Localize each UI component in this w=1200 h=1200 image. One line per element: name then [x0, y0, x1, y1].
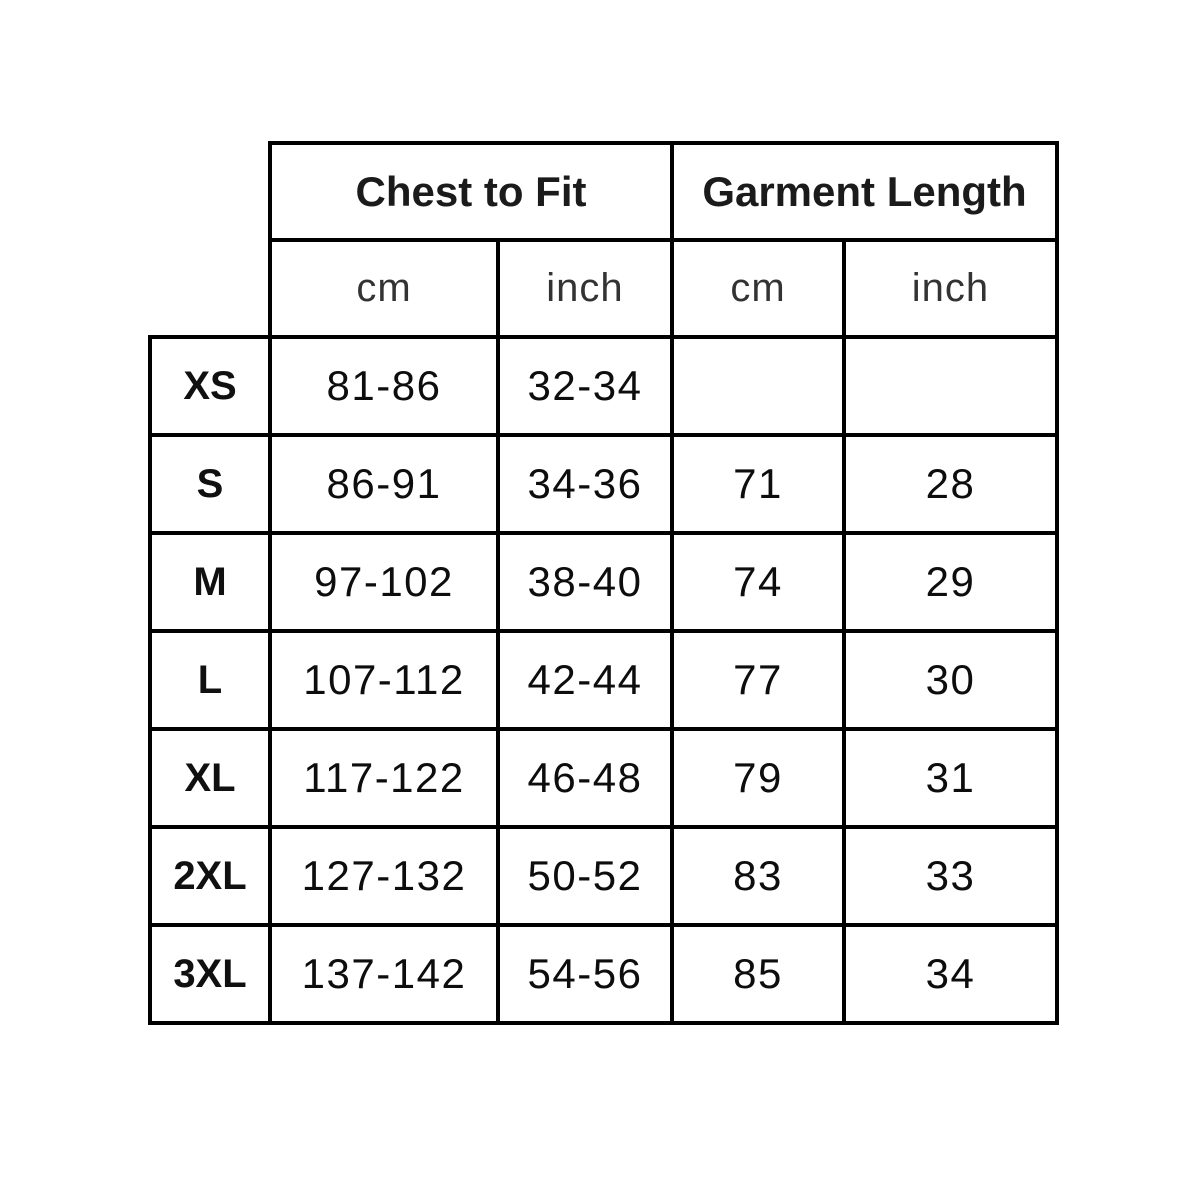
table-row-s: [150, 435, 1057, 533]
size-label: XS: [150, 337, 270, 435]
unit-header-garment-inch: inch: [844, 240, 1057, 337]
corner-spacer: [150, 143, 270, 337]
table-row-m: [150, 533, 1057, 631]
chest-cm-value: 81-86: [270, 337, 498, 435]
length-cm-value: [672, 337, 844, 435]
length-inch-value: 34: [844, 925, 1057, 1023]
chest-inch-value: 46-48: [498, 729, 672, 827]
size-chart-table: [148, 141, 1059, 1025]
table-row-3xl: [150, 925, 1057, 1023]
chest-cm-value: 107-112: [270, 631, 498, 729]
size-label: 2XL: [150, 827, 270, 925]
unit-header-garment-cm: cm: [672, 240, 844, 337]
size-label: M: [150, 533, 270, 631]
group-header-row: [150, 143, 1057, 240]
chest-cm-value: 137-142: [270, 925, 498, 1023]
length-cm-value: 85: [672, 925, 844, 1023]
length-cm-value: 71: [672, 435, 844, 533]
unit-header-chest-inch: inch: [498, 240, 672, 337]
length-cm-value: 79: [672, 729, 844, 827]
table-row-2xl: [150, 827, 1057, 925]
table-row-l: [150, 631, 1057, 729]
table-row-xl: [150, 729, 1057, 827]
chest-inch-value: 32-34: [498, 337, 672, 435]
size-label: L: [150, 631, 270, 729]
length-cm-value: 77: [672, 631, 844, 729]
size-label: 3XL: [150, 925, 270, 1023]
length-cm-value: 83: [672, 827, 844, 925]
length-inch-value: 29: [844, 533, 1057, 631]
length-cm-value: 74: [672, 533, 844, 631]
length-inch-value: 33: [844, 827, 1057, 925]
header-garment-length: Garment Length: [672, 143, 1057, 240]
chest-inch-value: 42-44: [498, 631, 672, 729]
chest-inch-value: 34-36: [498, 435, 672, 533]
chest-cm-value: 117-122: [270, 729, 498, 827]
size-label: XL: [150, 729, 270, 827]
table-row-xs: [150, 337, 1057, 435]
chest-cm-value: 97-102: [270, 533, 498, 631]
unit-header-row: [150, 240, 1057, 337]
chest-inch-value: 50-52: [498, 827, 672, 925]
size-label: S: [150, 435, 270, 533]
length-inch-value: 31: [844, 729, 1057, 827]
chest-cm-value: 127-132: [270, 827, 498, 925]
chest-cm-value: 86-91: [270, 435, 498, 533]
header-chest-to-fit: Chest to Fit: [270, 143, 672, 240]
length-inch-value: [844, 337, 1057, 435]
chest-inch-value: 38-40: [498, 533, 672, 631]
unit-header-chest-cm: cm: [270, 240, 498, 337]
chest-inch-value: 54-56: [498, 925, 672, 1023]
length-inch-value: 30: [844, 631, 1057, 729]
length-inch-value: 28: [844, 435, 1057, 533]
